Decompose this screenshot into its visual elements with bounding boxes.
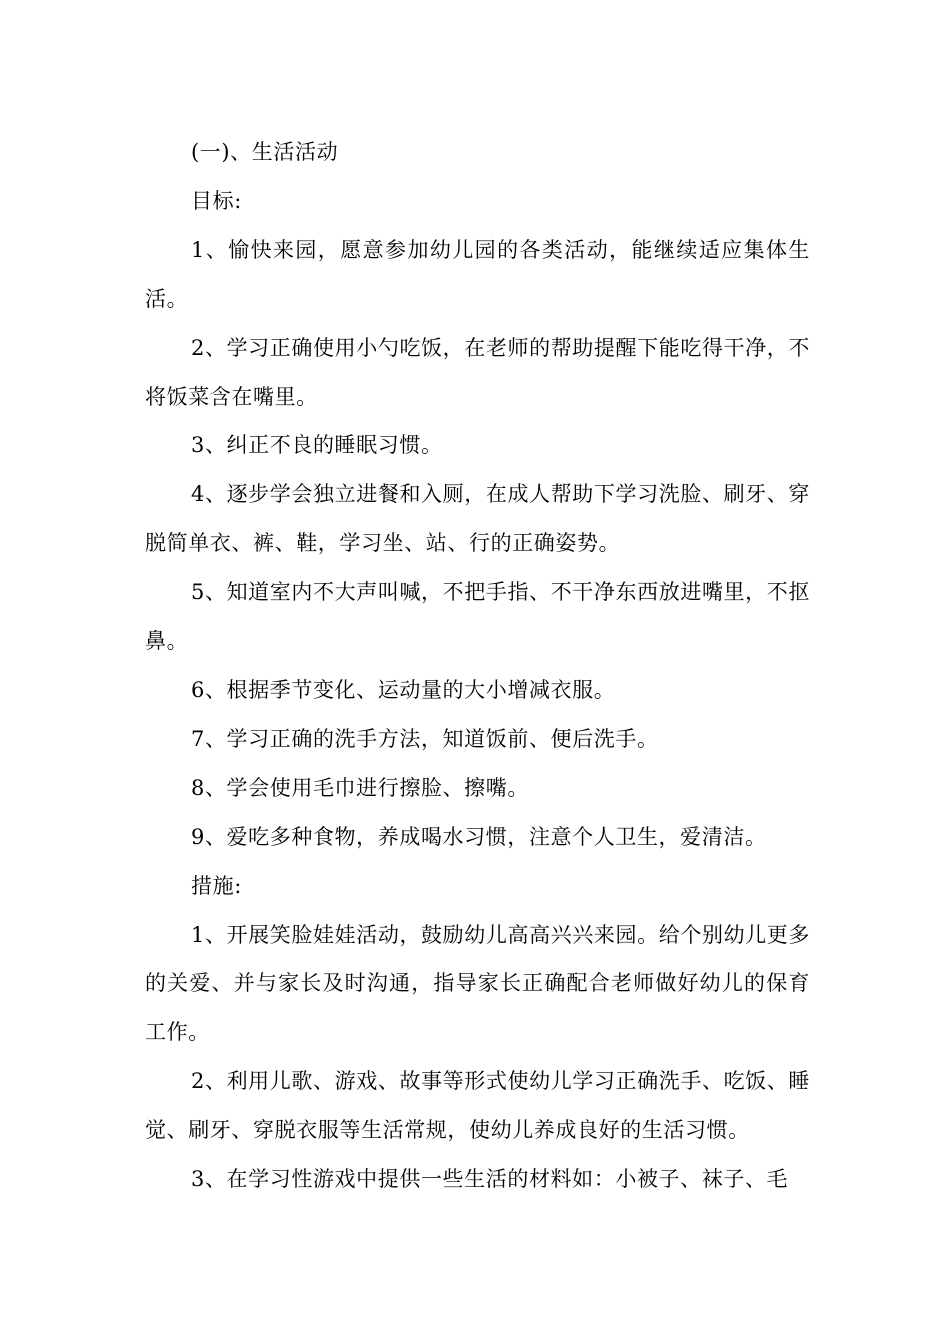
measure-item: 2、利用儿歌、游戏、故事等形式使幼儿学习正确洗手、吃饭、睡觉、刷牙、穿脱衣服等生活常规，使幼儿养成良好的生活习惯。 <box>145 1069 810 1143</box>
measures-heading: 措施: <box>191 873 242 898</box>
goal-item: 2、学习正确使用小勺吃饭，在老师的帮助提醒下能吃得干净，不将饭菜含在嘴里。 <box>145 335 810 409</box>
goal-item: 6、根据季节变化、运动量的大小增减衣服。 <box>191 677 616 702</box>
measure-item: 1、开展笑脸娃娃活动，鼓励幼儿高高兴兴来园。给个别幼儿更多的关爱、并与家长及时沟通，指导家长正确配合老师做好幼儿的保育工作。 <box>145 922 810 1045</box>
goal-item: 7、学习正确的洗手方法，知道饭前、便后洗手。 <box>191 726 659 751</box>
goal-item: 3、纠正不良的睡眠习惯。 <box>191 433 443 458</box>
document-body <box>145 128 810 1204</box>
goals-heading: 目标: <box>191 188 242 213</box>
goal-item: 9、爱吃多种食物，养成喝水习惯，注意个人卫生，爱清洁。 <box>191 824 767 849</box>
measure-item: 3、在学习性游戏中提供一些生活的材料如：小被子、袜子、毛 <box>191 1167 789 1192</box>
goal-item: 5、知道室内不大声叫喊，不把手指、不干净东西放进嘴里，不抠鼻。 <box>145 580 810 654</box>
section-title: (一)、生活活动 <box>191 140 339 164</box>
goal-item: 1、愉快来园，愿意参加幼儿园的各类活动，能继续适应集体生活。 <box>145 237 810 311</box>
goal-item: 4、逐步学会独立进餐和入厕，在成人帮助下学习洗脸、刷牙、穿脱简单衣、裤、鞋，学习坐、站、行的正确姿势。 <box>145 482 810 556</box>
goal-item: 8、学会使用毛巾进行擦脸、擦嘴。 <box>191 775 529 800</box>
